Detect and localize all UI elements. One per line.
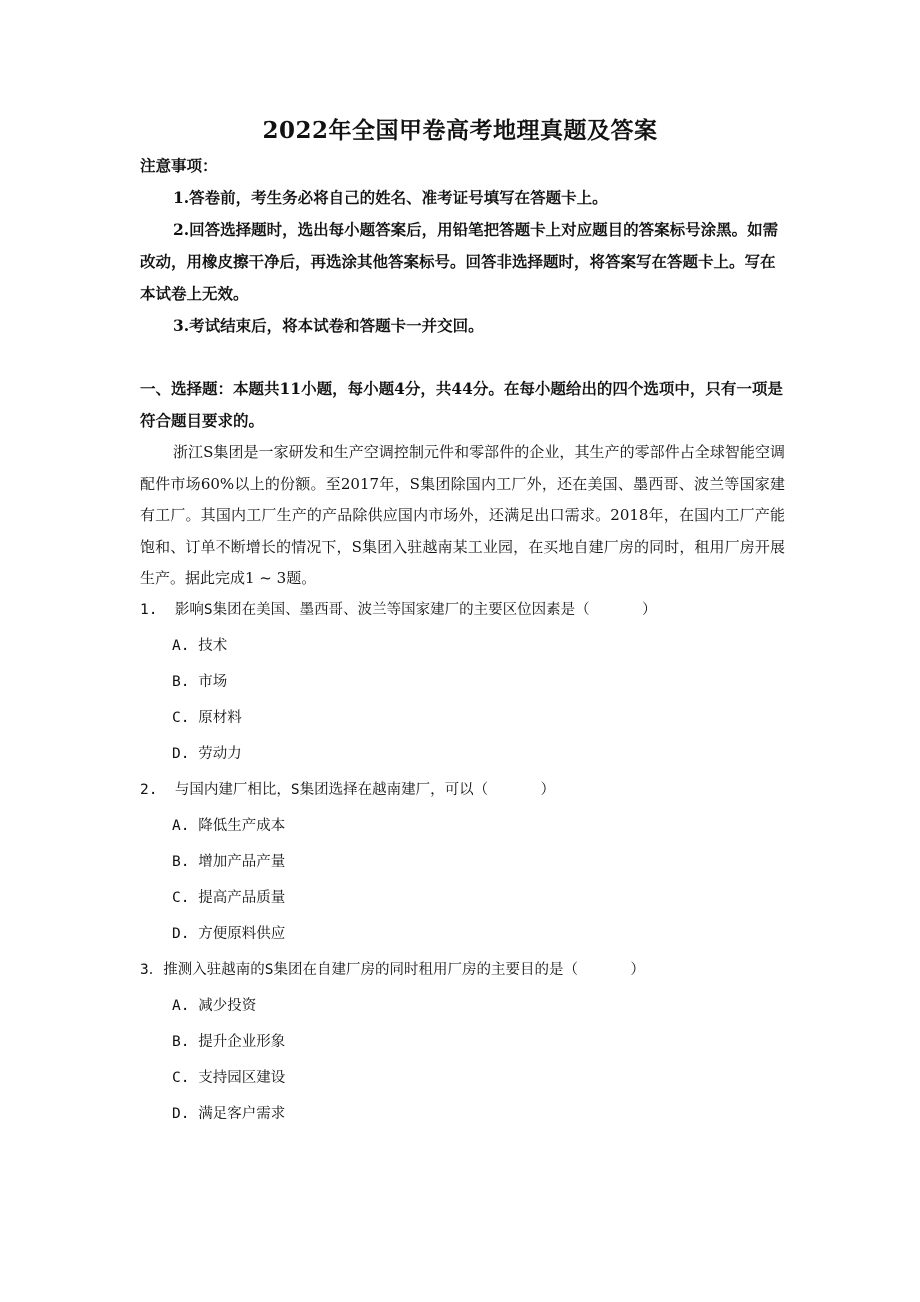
question [140,772,785,952]
answer-option: D. 满足客户需求 [172,1106,286,1122]
question-stem: 1. 影响S集团在美国、墨西哥、波兰等国家建厂的主要区位因素是（ ） [140,602,657,618]
page-title: 2022年全国甲卷高考地理真题及答案 [262,117,658,144]
question-list [140,592,785,1132]
question [140,952,785,1132]
answer-option: C. 提高产品质量 [172,890,286,906]
answer-option: C. 支持园区建设 [172,1070,286,1086]
notice-heading: 注意事项： [140,156,218,175]
answer-option: A. 减少投资 [172,998,257,1014]
answer-option: A. 降低生产成本 [172,818,286,834]
reading-passage: 浙江S集团是一家研发和生产空调控制元件和零部件的企业，其生产的零部件占全球智能空调配件市场60%以上的份额。至2017年，S集团除国内工厂外，还在美国、墨西哥、波兰等国家建有工厂。其国内工厂生产的产品除供应国内市场外，还满足出口需求。2018年，在国内工厂产能饱和、订单不断增长的情况下，S集团入驻越南某工业园，在买地自建厂房的同时，租用厂房开展生产。据此完成1 ~ 3题。 [140,443,785,587]
answer-option: C. 原材料 [172,710,242,726]
answer-option: D. 劳动力 [172,746,242,762]
answer-option: B. 增加产品产量 [172,854,286,870]
answer-option: B. 市场 [172,674,228,690]
question [140,592,785,772]
answer-option: A. 技术 [172,638,228,654]
notice-item: 3.考试结束后，将本试卷和答题卡一并交回。 [173,316,484,335]
question-stem: 3．推测入驻越南的S集团在自建厂房的同时租用厂房的主要目的是（ ） [140,962,645,978]
multiple-choice-section [140,373,785,595]
notice-item: 1.答卷前，考生务必将自己的姓名、准考证号填写在答题卡上。 [173,188,608,207]
question-stem: 2. 与国内建厂相比，S集团选择在越南建厂，可以（ ） [140,782,556,798]
notice-block [140,150,785,342]
notice-item: 2.回答选择题时，选出每小题答案后，用铅笔把答题卡上对应题目的答案标号涂黑。如需改动，用橡皮擦干净后，再选涂其他答案标号。回答非选择题时，将答案写在答题卡上。写在本试卷上无效。 [140,220,779,303]
answer-option: B. 提升企业形象 [172,1034,286,1050]
section-heading: 一、选择题：本题共11小题，每小题4分，共44分。在每小题给出的四个选项中，只有一项是符合题目要求的。 [140,379,783,430]
answer-option: D. 方便原料供应 [172,926,286,942]
